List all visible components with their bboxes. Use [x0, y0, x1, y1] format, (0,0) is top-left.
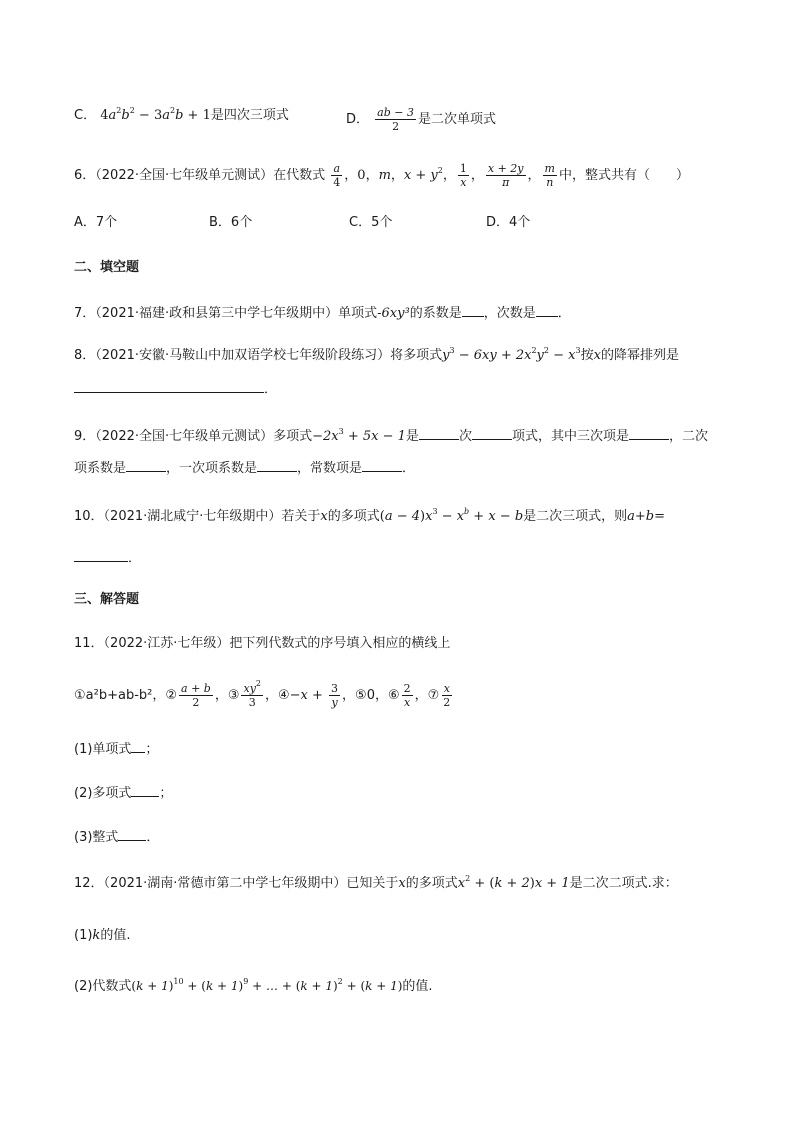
q8-answer-blank[interactable] — [74, 378, 264, 393]
q6-option-b: B．6个 — [209, 215, 253, 230]
q7-answer-blank-degree[interactable] — [536, 302, 558, 317]
question-7: 7．（2021·福建·政和县第三中学七年级期中）单项式-6xy³的系数是 ，次数是 ． — [74, 302, 734, 324]
q12-prefix: 12．（2021·湖南·常德市第二中学七年级期中）已知关于 — [74, 876, 399, 891]
q7-answer-blank-coefficient[interactable] — [462, 302, 484, 317]
q10-answer-line: ． — [74, 547, 734, 569]
q5-option-d — [346, 106, 496, 133]
q11-expr-4-fraction: $\frac{3}{y}$ — [331, 682, 339, 709]
question-8: 8．（2021·安徽·马鞍山中加双语学校七年级阶段练习）将多项式$y^3 - 6xy + 2x^2y^2 - x^3$按x的降幂排列是 — [74, 346, 679, 363]
q9-blank-linear-coef[interactable] — [257, 457, 297, 472]
q11-expr-2: $\frac{a + b}{2}$ — [181, 682, 211, 709]
section-solve-heading: 三、解答题 — [74, 592, 140, 607]
q5-option-d-label: D． — [346, 112, 370, 127]
q11-part-1: (1)单项式 ； — [74, 738, 734, 760]
q11-expressions: ①a²b+ab-b²，② $\frac{a + b}{2}$ ，③ $\frac{xy^2}{3}$ ，④−x + $\frac{3}{y}$ ，⑤0，⑥ $\frac{2}{x}$ ，⑦ $\frac{x}{2}$ — [74, 679, 451, 709]
q9-prefix: 9．（2022·全国·七年级单元测试）多项式 — [74, 429, 313, 444]
q5-option-c-label: C． — [74, 108, 97, 123]
q6-option-c: C．5个 — [349, 215, 393, 230]
q11-blank-polynomials[interactable] — [131, 782, 159, 797]
question-11: 11．（2022·江苏·七年级）把下列代数式的序号填入相应的横线上 — [74, 636, 451, 651]
q5-option-c-expr: $4a^2b^2 - 3a^2b + 1$ — [100, 106, 211, 123]
question-10: 10．（2021·湖北咸宁·七年级期中）若关于x的多项式$(a - 4)x^3 - x^b + x - b$是二次三项式，则a+b= — [74, 507, 666, 524]
q10-answer-blank[interactable] — [74, 547, 128, 562]
q11-expr-3: $\frac{xy^2}{3}$ — [243, 679, 261, 709]
q9-blank-quadratic-coef[interactable] — [126, 457, 166, 472]
q9-blank-cubic-term[interactable] — [629, 425, 669, 440]
q6-expr-zero: 0 — [357, 168, 366, 183]
q11-blank-integral[interactable] — [118, 826, 146, 841]
q9-blank-constant[interactable] — [362, 457, 402, 472]
q10-polynomial: $(a - 4)x^3 - x^b + x - b$ — [379, 507, 524, 524]
q6-expr-x2y-over-pi: $\frac{x + 2y}{\pi}$ — [487, 162, 524, 189]
q6-expr-x-plus-y2: $x + y^2$ — [403, 166, 443, 183]
q11-expr-4: −x + — [289, 688, 328, 703]
section-fill-in-heading: 二、填空题 — [74, 260, 140, 275]
q5-option-d-text: 是二次单项式 — [417, 112, 496, 127]
question-6: 6．（2022·全国·七年级单元测试）在代数式 $\frac{a}{4}$ ，0，m，$x + y^2$， $\frac{1}{x}$ ， $\frac{x + 2y}{\pi}$ ， $\frac{m}{n}$ 中，整式共有（ ） — [74, 162, 689, 189]
q8-answer-line: ． — [74, 378, 734, 400]
q7-monomial: -6xy³ — [377, 306, 410, 321]
q12-part-1: (1)k的值. — [74, 928, 131, 943]
q8-polynomial: $y^3 - 6xy + 2x^2y^2 - x^3$ — [442, 346, 581, 363]
q11-expr-7: $\frac{x}{2}$ — [443, 682, 451, 709]
q12-polynomial: $x^2 + (k + 2)x + 1$ — [457, 874, 570, 891]
q11-expr-1: ①a²b+ab-b²，② — [74, 688, 178, 703]
q9-blank-terms[interactable] — [472, 425, 512, 440]
q9-blank-degree[interactable] — [419, 425, 459, 440]
q11-part-2: (2)多项式 ； — [74, 782, 734, 804]
q6-option-d: D．4个 — [486, 215, 531, 230]
q6-option-a: A．7个 — [74, 215, 118, 230]
q8-prefix: 8．（2021·安徽·马鞍山中加双语学校七年级阶段练习）将多项式 — [74, 348, 443, 363]
q5-option-c-text: 是四次三项式 — [210, 108, 289, 123]
q6-expr-1-over-x: $\frac{1}{x}$ — [459, 162, 467, 189]
q6-expr-m-over-n: $\frac{m}{n}$ — [544, 162, 555, 189]
q11-part-3: (3)整式 ． — [74, 826, 734, 848]
q12-expression: $(k + 1)^{10} + (k + 1)^9$ + … + $(k + 1)^2 + (k + 1)$ — [131, 977, 403, 993]
q11-expr-6: $\frac{2}{x}$ — [403, 682, 411, 709]
q7-prefix: 7．（2021·福建·政和县第三中学七年级期中）单项式 — [74, 306, 378, 321]
question-9: 9．（2022·全国·七年级单元测试）多项式$-2x^3 + 5x - 1$是 次 项式，其中三次项是 ，二次 — [74, 427, 708, 444]
question-9-line-2: 项系数是 ，一次项系数是 ，常数项是 ． — [74, 457, 734, 479]
q6-expr-m: m — [378, 168, 391, 183]
q6-prefix: 6．（2022·全国·七年级单元测试）在代数式 — [74, 168, 326, 183]
q5-options — [74, 106, 734, 133]
q6-expr-a-over-4: $\frac{a}{4}$ — [333, 162, 341, 189]
q6-suffix: 中，整式共有（ ） — [558, 168, 689, 183]
q10-prefix: 10．（2021·湖北咸宁·七年级期中）若关于 — [74, 509, 321, 524]
q12-part-2: (2)代数式$(k + 1)^{10} + (k + 1)^9$ + … + $(k + 1)^2 + (k + 1)$的值. — [74, 977, 433, 994]
q5-option-d-fraction: $\frac{ab - 3}{2}$ — [377, 106, 414, 133]
question-12: 12．（2021·湖南·常德市第二中学七年级期中）已知关于x的多项式$x^2 + (k + 2)x + 1$是二次二项式.求： — [74, 874, 678, 891]
q11-blank-monomials[interactable] — [131, 738, 145, 753]
q9-polynomial: $-2x^3 + 5x - 1$ — [312, 427, 406, 444]
